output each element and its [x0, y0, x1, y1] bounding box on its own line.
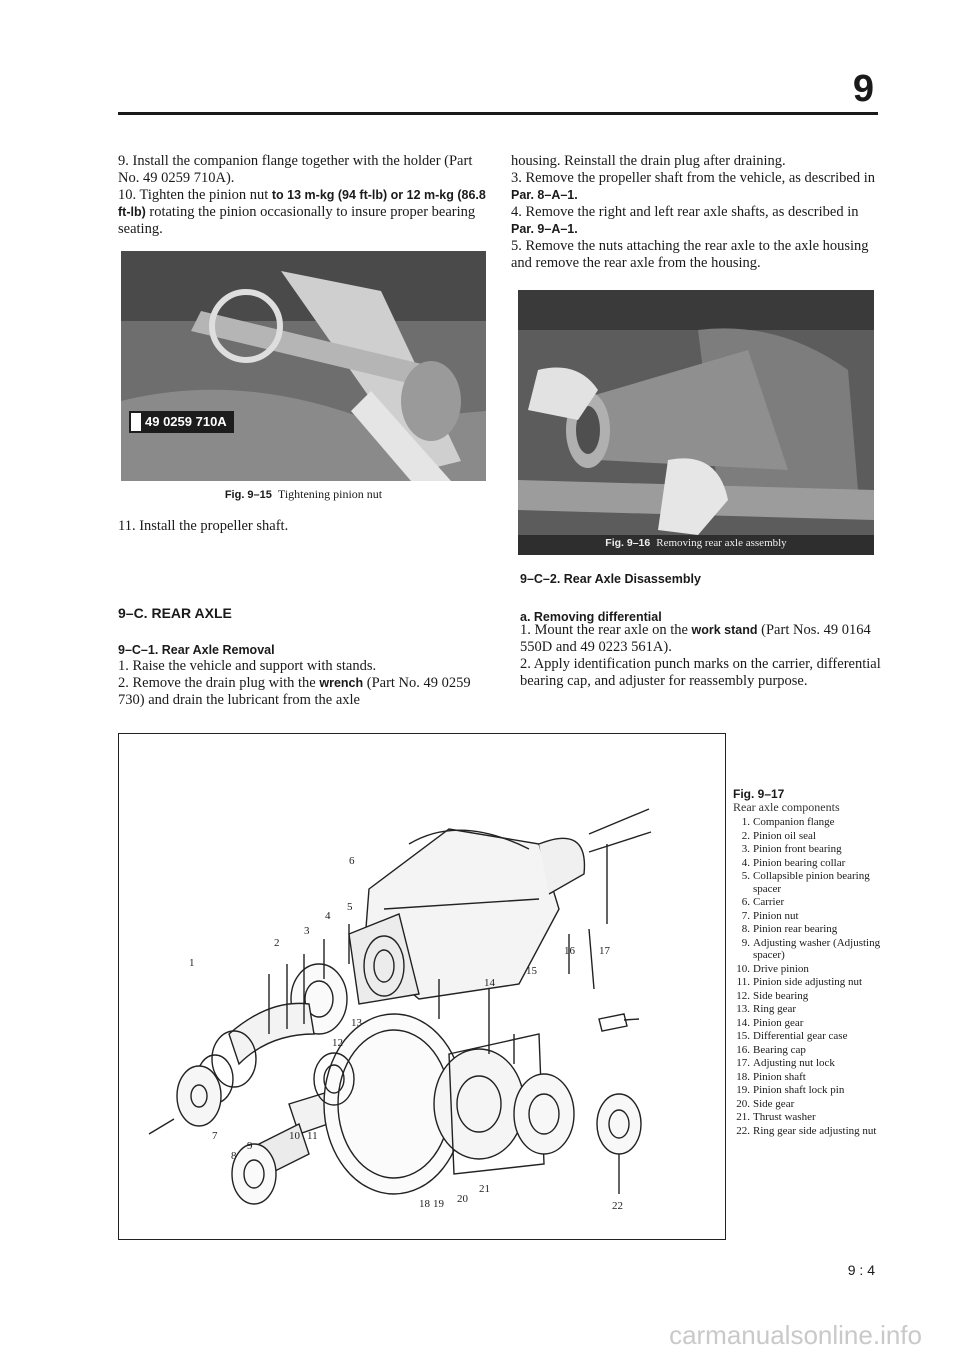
legend-item-text: Carrier	[753, 896, 785, 908]
step-4: 4. Remove the right and left rear axle shafts, as described in Par. 9–A–1.	[511, 204, 859, 236]
legend-item	[733, 1030, 883, 1043]
legend-item	[733, 1125, 883, 1138]
legend-item-number: 16.	[736, 1043, 750, 1056]
legend-item	[733, 816, 883, 829]
legend-item-number: 9.	[741, 936, 750, 949]
legend-item-number: 20.	[736, 1097, 750, 1110]
legend-item-number: 3.	[741, 843, 750, 855]
legend-item	[733, 1111, 883, 1124]
legend-list	[733, 816, 883, 1137]
step-5: 5. Remove the nuts attaching the rear axle to the axle housing and remove the rear axle from the housing.	[511, 238, 869, 271]
legend-item-number: 13.	[736, 1003, 750, 1015]
callout-2: 2	[274, 937, 280, 949]
legend-item-text: Pinion oil seal	[753, 829, 816, 842]
callout-18: 18	[419, 1198, 430, 1210]
legend-item	[733, 1057, 883, 1070]
callout-4: 4	[325, 910, 331, 922]
step-9: 9. Install the companion flange together with the holder (Part No. 49 0259 710A).	[118, 153, 473, 186]
legend-item-number: 7.	[741, 909, 750, 922]
step-11: 11. Install the propeller shaft.	[118, 518, 289, 534]
legend-item-text: Pinion shaft lock pin	[753, 1084, 845, 1096]
legend-item-text: Collapsible pinion bearing spacer	[753, 870, 870, 895]
left-column-bottom	[118, 658, 492, 709]
callout-14: 14	[484, 977, 495, 989]
legend-item-number: 15.	[736, 1030, 750, 1042]
legend-item	[733, 896, 883, 909]
photo-label: 49 0259 710A	[145, 414, 227, 429]
callout-20: 20	[457, 1193, 468, 1205]
callout-15: 15	[526, 965, 537, 977]
callout-11: 11	[307, 1130, 318, 1142]
fig-9-15-caption: Fig. 9–15 Tightening pinion nut	[224, 487, 383, 501]
legend-item-text: Pinion bearing collar	[753, 856, 846, 869]
page-number: 9 : 4	[847, 1262, 875, 1278]
legend-item-number: 8.	[741, 923, 750, 935]
legend-item	[733, 923, 883, 936]
callout-13: 13	[351, 1017, 362, 1029]
legend-item	[733, 1044, 883, 1057]
legend-item-text: Side gear	[753, 1097, 795, 1110]
callout-17: 17	[599, 945, 610, 957]
header-rule	[118, 112, 878, 115]
callout-12: 12	[332, 1037, 343, 1049]
legend-item-number: 19.	[736, 1084, 750, 1096]
legend-item	[733, 1071, 883, 1084]
section-heading-rear-axle: 9–C. REAR AXLE	[118, 605, 232, 621]
callout-9: 9	[247, 1140, 253, 1152]
legend-item	[733, 990, 883, 1003]
legend-item-text: Adjusting washer (Adjusting spacer)	[753, 936, 881, 961]
legend-item-number: 2.	[741, 829, 750, 842]
legend-item-number: 1.	[741, 816, 750, 828]
legend-item-text: Pinion front bearing	[753, 843, 842, 855]
legend-item-number: 6.	[741, 896, 750, 908]
legend-item-text: Thrust washer	[753, 1111, 816, 1123]
legend-item-number: 12.	[736, 989, 750, 1002]
legend-title: Fig. 9–17	[733, 787, 785, 801]
legend-item	[733, 910, 883, 923]
right-column-bottom	[520, 622, 882, 690]
legend-item-number: 18.	[736, 1070, 750, 1083]
callout-21: 21	[479, 1183, 490, 1195]
legend-item-text: Pinion gear	[753, 1016, 804, 1029]
callout-6: 6	[349, 855, 355, 867]
callout-10: 10	[289, 1130, 300, 1142]
subsection-heading-removal: 9–C–1. Rear Axle Removal	[118, 643, 275, 657]
step-10: 10. Tighten the pinion nut to 13 m-kg (94 ft-lb) or 12 m-kg (86.8 ft-lb) rotating the pinion occasionally to insure proper bearing seating.	[118, 187, 486, 237]
legend-item	[733, 963, 883, 976]
continued-text: housing. Reinstall the drain plug after draining.	[511, 153, 786, 169]
legend-item	[733, 1017, 883, 1030]
legend-item	[733, 830, 883, 843]
fig-9-16-caption: Fig. 9–16 Removing rear axle assembly	[605, 537, 787, 549]
callout-3: 3	[304, 925, 310, 937]
chapter-number: 9	[852, 68, 874, 110]
legend-item-text: Side bearing	[753, 989, 809, 1002]
left-column-top	[118, 153, 492, 238]
legend-item-number: 17.	[736, 1057, 750, 1069]
legend-item	[733, 857, 883, 870]
right-column-top	[511, 153, 881, 272]
legend-item-text: Companion flange	[753, 816, 835, 828]
legend-item	[733, 1084, 883, 1097]
legend-item	[733, 1098, 883, 1111]
legend-item	[733, 870, 883, 895]
legend-item-text: Ring gear	[753, 1003, 797, 1015]
exploded-view	[119, 734, 725, 1239]
legend-item-text: Ring gear side adjusting nut	[753, 1124, 877, 1137]
legend-item-text: Pinion shaft	[753, 1070, 806, 1083]
callout-5: 5	[347, 901, 353, 913]
callout-8: 8	[231, 1150, 237, 1162]
legend-item-number: 11.	[736, 976, 750, 988]
fig-9-17-diagram	[118, 733, 726, 1240]
legend-item-text: Drive pinion	[753, 962, 809, 975]
step-3: 3. Remove the propeller shaft from the vehicle, as described in Par. 8–A–1.	[511, 170, 875, 202]
legend-item-number: 21.	[736, 1111, 750, 1123]
step-2-drain: 2. Remove the drain plug with the wrench (Part No. 49 0259 730) and drain the lubricant from the axle	[118, 675, 471, 708]
legend-item	[733, 1003, 883, 1016]
legend-item-text: Pinion side adjusting nut	[753, 976, 863, 988]
legend-item-number: 14.	[736, 1016, 750, 1029]
step-2-punch: 2. Apply identification punch marks on the carrier, differential bearing cap, and adjuster for reassembly purpose.	[520, 656, 881, 689]
legend-item-text: Adjusting nut lock	[753, 1057, 835, 1069]
callout-7: 7	[212, 1130, 218, 1142]
sub-a-removing-differential: a. Removing differential	[520, 610, 662, 624]
legend-item-text: Pinion rear bearing	[753, 923, 838, 935]
legend-item	[733, 843, 883, 856]
fig-9-15-photo	[121, 251, 486, 481]
legend-item-text: Pinion nut	[753, 909, 799, 922]
subsection-heading-disassembly: 9–C–2. Rear Axle Disassembly	[520, 572, 701, 586]
watermark: carmanualsonline.info	[669, 1320, 922, 1350]
callout-16: 16	[564, 945, 575, 957]
callout-19: 19	[433, 1198, 444, 1210]
legend-item-text: Differential gear case	[753, 1030, 848, 1042]
legend-item-number: 10.	[736, 962, 750, 975]
legend-item	[733, 976, 883, 989]
legend-subtitle: Rear axle components	[733, 799, 840, 814]
legend-item-number: 5.	[741, 870, 750, 882]
legend-item	[733, 937, 883, 962]
fig-9-17-legend	[733, 788, 883, 1138]
legend-item-number: 22.	[736, 1124, 750, 1137]
step-1-raise: 1. Raise the vehicle and support with stands.	[118, 658, 377, 674]
step-1-mount: 1. Mount the rear axle on the work stand (Part Nos. 49 0164 550D and 49 0223 561A).	[520, 622, 871, 655]
fig-9-16-photo	[518, 290, 874, 555]
legend-item-number: 4.	[741, 856, 750, 869]
callout-22: 22	[612, 1200, 623, 1212]
legend-item-text: Bearing cap	[753, 1043, 806, 1056]
callout-1: 1	[189, 957, 195, 969]
